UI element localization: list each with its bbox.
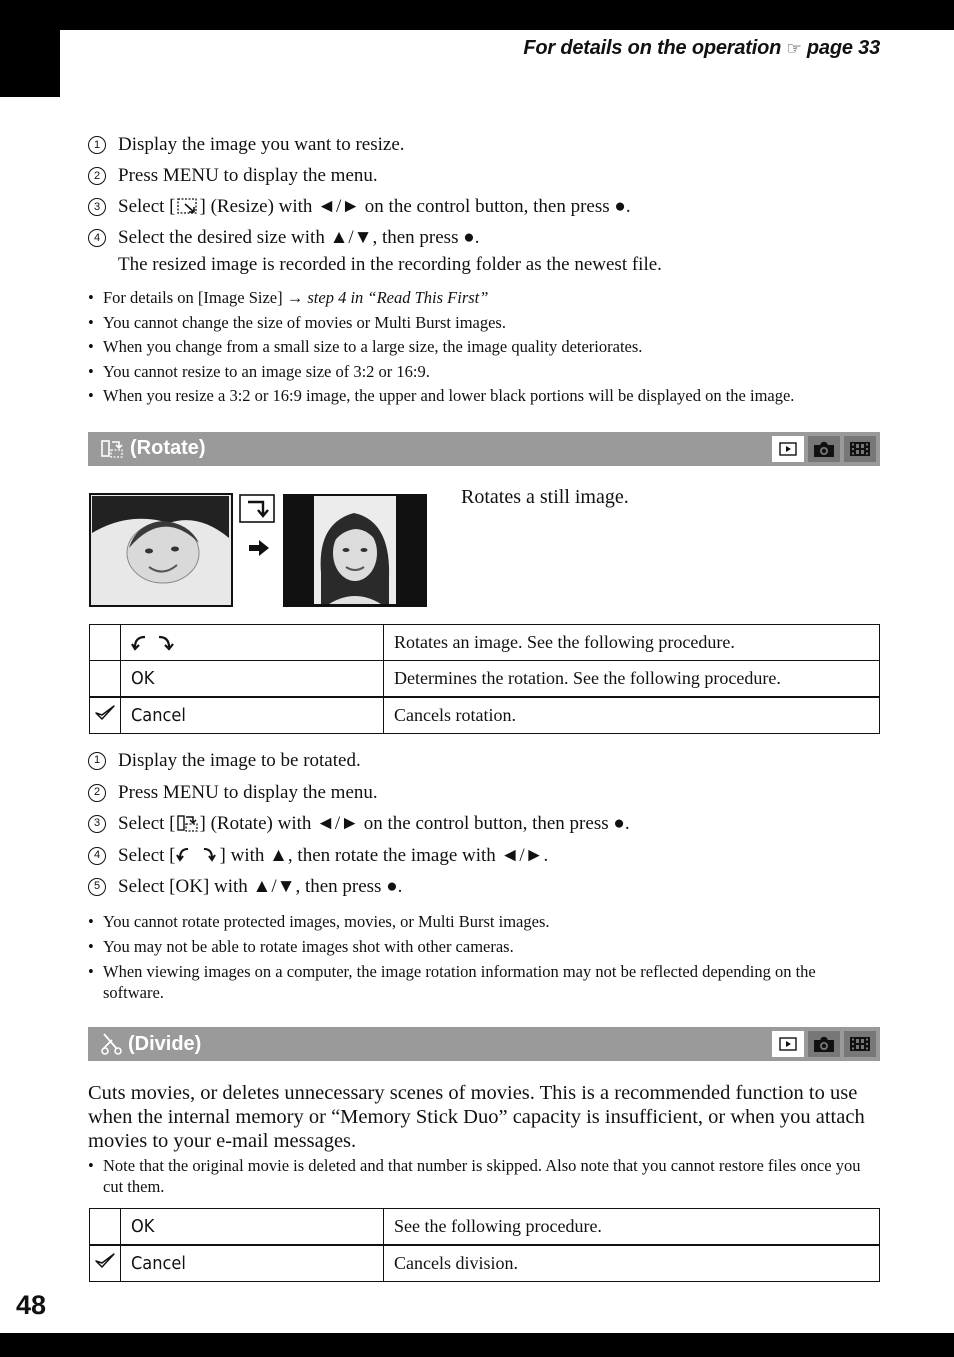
step-number: 3 — [88, 198, 106, 216]
rotate-icon — [176, 814, 200, 832]
rotate-arrows-icon — [131, 632, 179, 654]
step-number: 1 — [88, 136, 106, 154]
page-number: 48 — [16, 1290, 47, 1320]
header-ref-page[interactable]: page 33 — [806, 37, 880, 59]
section-title — [100, 437, 206, 460]
divide-options-table — [89, 1208, 880, 1282]
section-title — [100, 1032, 201, 1056]
note-text: You may not be able to rotate images shot with other cameras. — [103, 936, 514, 956]
step-text-post: ] with ▲, then rotate the image with ◄/►. — [219, 844, 549, 866]
pointing-hand-icon: ☞ — [786, 39, 802, 59]
option-label[interactable]: OK — [121, 1209, 384, 1246]
step — [88, 160, 662, 191]
step — [88, 129, 662, 160]
checkmark-icon — [94, 1252, 116, 1270]
step — [88, 840, 630, 872]
option-description: Rotates an image. See the following procedure. — [384, 625, 880, 661]
option-label[interactable]: Cancel — [121, 697, 384, 734]
option-label[interactable]: OK — [121, 661, 384, 698]
check-cell — [90, 625, 121, 661]
rotate-illustration — [89, 493, 429, 608]
step-text — [118, 808, 630, 840]
step-text-main: Select the desired size with ▲/▼, then press ●. — [118, 227, 480, 248]
note-text: When viewing images on a computer, the image rotation information may not be reflected depending on the software. — [103, 962, 816, 1002]
header-ref-text: For details on the operation — [523, 37, 782, 59]
step-text-pre: Select [ — [118, 196, 176, 217]
step — [88, 745, 630, 777]
step-text: Press MENU to display the menu. — [118, 165, 378, 186]
table-row[interactable] — [90, 1245, 880, 1282]
step — [88, 777, 630, 809]
top-black-bar — [0, 0, 954, 30]
step-text: Press MENU to display the menu. — [118, 781, 378, 803]
check-cell — [90, 1209, 121, 1246]
option-description: See the following procedure. — [384, 1209, 880, 1246]
camera-mode-icon — [808, 436, 840, 462]
resize-notes — [88, 286, 878, 409]
rotate-notes — [88, 910, 878, 1003]
step-number: 5 — [88, 878, 106, 896]
divide-notes — [88, 1155, 878, 1197]
mode-icons — [772, 436, 876, 462]
step-number: 4 — [88, 229, 106, 247]
step-text: Display the image you want to resize. — [118, 134, 405, 155]
step-text-pre: Select [ — [118, 844, 176, 866]
divide-title: (Divide) — [128, 1032, 202, 1055]
divide-description: Cuts movies, or deletes unnecessary scenes of movies. This is a recommended function to use when the internal memory or “Memory Stick Duo” capacity is insufficient, or when you attach movies to your e-mail messages. — [88, 1082, 865, 1152]
rotate-description: Rotates a still image. — [461, 486, 629, 508]
step-text — [118, 840, 548, 872]
checkmark-icon — [94, 704, 116, 722]
step-text-pre: Select [ — [118, 813, 176, 834]
bottom-black-bar — [0, 1333, 954, 1357]
check-cell — [90, 1245, 121, 1282]
table-row[interactable] — [90, 697, 880, 734]
resize-icon — [176, 197, 200, 215]
step — [88, 808, 630, 840]
note-item: • When viewing images on a computer, the image rotation information may not be reflected depending on the software. — [88, 962, 816, 1002]
note-text: You cannot resize to an image size of 3:2 or 16:9. — [103, 361, 430, 381]
playback-mode-icon — [772, 1031, 804, 1057]
table-row[interactable] — [90, 661, 880, 698]
step — [88, 191, 662, 222]
note-item: • You may not be able to rotate images shot with other cameras. — [88, 936, 514, 956]
playback-mode-icon — [772, 436, 804, 462]
step-number: 1 — [88, 752, 106, 770]
note-text: When you change from a small size to a large size, the image quality deteriorates. — [103, 337, 643, 356]
arrow-icon: → — [286, 288, 304, 307]
step-text — [118, 191, 631, 222]
option-description: Cancels rotation. — [384, 697, 880, 734]
step-subtext: The resized image is recorded in the recording folder as the newest file. — [118, 254, 662, 275]
note-text: Note that the original movie is deleted and that number is skipped. Also note that you cannot restore files once you cut them. — [103, 1156, 861, 1196]
scissors-icon — [100, 1032, 122, 1056]
option-label[interactable] — [121, 625, 384, 661]
note-text: When you resize a 3:2 or 16:9 image, the upper and lower black portions will be displayed on the image. — [103, 386, 795, 405]
step-text: Display the image to be rotated. — [118, 750, 361, 771]
step-number: 2 — [88, 167, 106, 185]
movie-mode-icon — [844, 1031, 876, 1057]
step — [88, 871, 630, 903]
step-text-post: ] (Rotate) with ◄/► on the control button, then press ●. — [199, 813, 630, 834]
note-item: • For details on [Image Size] → step 4 in “Read This First” — [88, 288, 489, 307]
resize-steps — [88, 129, 662, 276]
header-reference — [523, 37, 880, 60]
note-item: • When you change from a small size to a large size, the image quality deteriorates. — [88, 337, 643, 356]
step-text: Select [OK] with ▲/▼, then press ●. — [118, 876, 403, 897]
step-number: 4 — [88, 847, 106, 865]
option-label[interactable]: Cancel — [121, 1245, 384, 1282]
option-description: Cancels division. — [384, 1245, 880, 1282]
step-number: 2 — [88, 784, 106, 802]
rotate-section-header — [88, 432, 880, 466]
step-text-post: ] (Resize) with ◄/► on the control button, then press ●. — [199, 196, 631, 217]
note-text: You cannot rotate protected images, movies, or Multi Burst images. — [103, 912, 550, 931]
rotate-icon — [100, 438, 124, 460]
rotate-steps — [88, 745, 630, 903]
divide-section-header — [88, 1027, 880, 1061]
check-cell — [90, 697, 121, 734]
step — [88, 222, 662, 276]
note-item: • You cannot rotate protected images, movies, or Multi Burst images. — [88, 912, 550, 931]
table-row[interactable] — [90, 625, 880, 661]
option-description: Determines the rotation. See the following procedure. — [384, 661, 880, 698]
rotate-title: (Rotate) — [130, 437, 206, 459]
mode-icons — [772, 1031, 876, 1057]
top-left-tab — [0, 0, 60, 97]
step-text — [118, 222, 662, 276]
movie-mode-icon — [844, 436, 876, 462]
note-item: • Note that the original movie is deleted and that number is skipped. Also note that you cannot restore files once you cut them. — [88, 1156, 861, 1196]
rotate-options-table — [89, 624, 880, 734]
table-row[interactable] — [90, 1209, 880, 1246]
camera-mode-icon — [808, 1031, 840, 1057]
rotate-arrows-icon — [176, 846, 220, 864]
note-item: • You cannot resize to an image size of 3:2 or 16:9. — [88, 361, 430, 381]
step-number: 3 — [88, 815, 106, 833]
note-item: • You cannot change the size of movies or Multi Burst images. — [88, 312, 506, 332]
note-text: You cannot change the size of movies or Multi Burst images. — [103, 312, 506, 332]
note-text: For details on [Image Size] — [103, 288, 287, 307]
note-link[interactable]: step 4 in “Read This First” — [303, 288, 489, 307]
check-cell — [90, 661, 121, 698]
note-item: • When you resize a 3:2 or 16:9 image, the upper and lower black portions will be displayed on the image. — [88, 386, 795, 405]
